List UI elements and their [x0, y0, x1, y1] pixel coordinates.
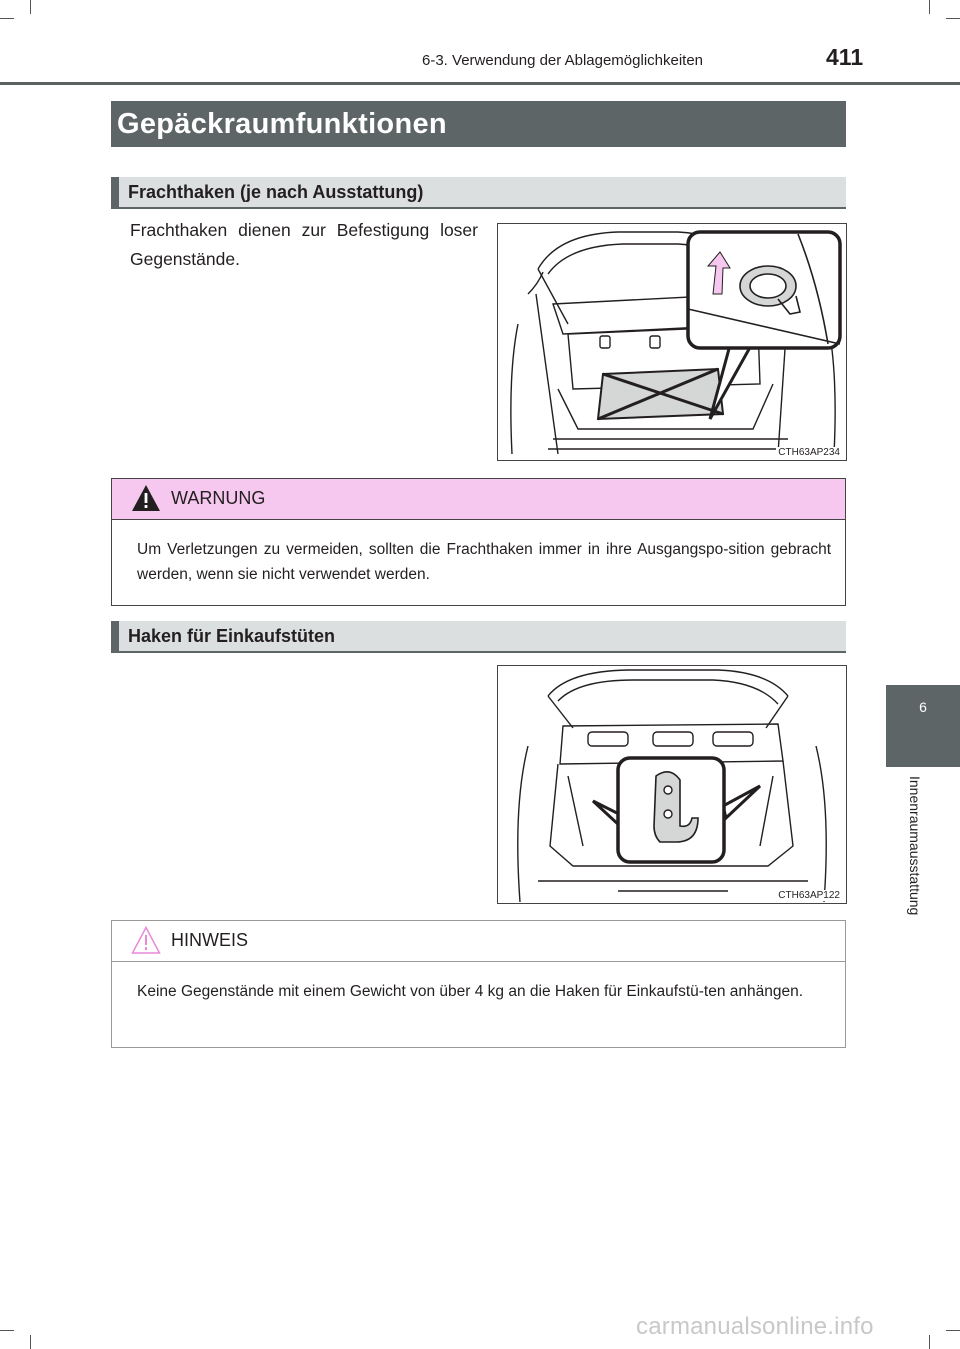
- crop-mark: [0, 1330, 14, 1331]
- section-heading-cargo-hooks: Frachthaken (je nach Ausstattung): [111, 177, 846, 209]
- page-number: 411: [826, 44, 864, 70]
- chapter-tab: [886, 685, 960, 767]
- notice-header: [112, 921, 845, 962]
- crop-mark: [929, 1335, 930, 1349]
- notice-triangle-icon: [131, 926, 161, 954]
- crop-mark: [30, 1335, 31, 1349]
- figure-cargo-hooks: [497, 223, 847, 461]
- shopping-bag-hooks-illustration: [498, 666, 846, 903]
- running-header: 6-3. Verwendung der Ablagemöglichkeiten: [422, 52, 704, 69]
- warning-text: Um Verletzungen zu vermeiden, sollten die Frachthaken immer in ihre Ausgangspo-sition gebracht werden, wenn sie nicht verwendet werden.: [137, 541, 831, 583]
- section-heading-shopping-bag-hooks: Haken für Einkaufstüten: [111, 621, 846, 653]
- notice-text: Keine Gegenstände mit einem Gewicht von über 4 kg an die Haken für Einkaufstü-ten anhängen.: [137, 983, 804, 1000]
- notice-title: HINWEIS: [171, 930, 249, 950]
- notice-box: [111, 920, 846, 1048]
- crop-mark: [946, 1330, 960, 1331]
- watermark: carmanualsonline.info: [636, 1313, 874, 1340]
- chapter-tab-number: 6: [919, 699, 927, 715]
- crop-mark: [30, 0, 31, 14]
- figure-code: CTH63AP122: [778, 890, 840, 901]
- warning-box: [111, 478, 846, 606]
- cargo-hooks-illustration: [498, 224, 846, 460]
- cargo-hooks-description: Frachthaken dienen zur Befestigung loser Gegenstände.: [130, 220, 478, 269]
- chapter-tab-label: Innenraumausstattung: [907, 776, 923, 916]
- header-rule: [0, 82, 960, 85]
- chapter-title: Gepäckraumfunktionen: [111, 101, 846, 147]
- crop-mark: [0, 18, 14, 19]
- crop-mark: [929, 0, 930, 14]
- warning-triangle-icon: [131, 484, 161, 512]
- figure-shopping-bag-hooks: [497, 665, 847, 904]
- crop-mark: [946, 18, 960, 19]
- warning-header: [112, 479, 845, 520]
- figure-code: CTH63AP234: [778, 447, 840, 458]
- warning-title: WARNUNG: [171, 488, 266, 508]
